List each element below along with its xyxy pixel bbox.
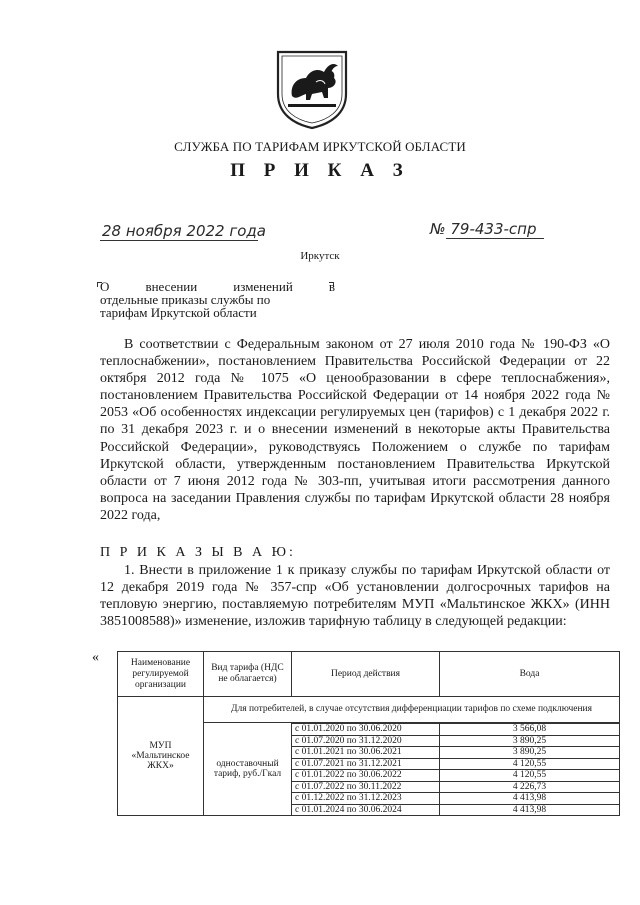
handwritten-date: 28 ноября 2022 года <box>102 222 266 240</box>
period-cell: с 01.01.2021 по 30.06.2021 <box>292 747 440 759</box>
value-cell: 4 120,55 <box>440 758 620 770</box>
subject-word: О <box>100 279 110 294</box>
document-title: П Р И К А З <box>230 160 410 181</box>
subject-word: в <box>328 279 335 294</box>
subject-line-2: отдельные приказы службы по <box>100 292 271 307</box>
value-cell: 4 226,73 <box>440 781 620 793</box>
period-cell: с 01.01.2020 по 30.06.2020 <box>292 724 440 736</box>
tariff-table <box>117 651 620 816</box>
city: Иркутск <box>300 250 340 262</box>
period-cell: с 01.07.2021 по 31.12.2021 <box>292 758 440 770</box>
coat-of-arms-icon <box>272 46 352 130</box>
document-number <box>430 220 537 238</box>
period-cell: с 01.07.2022 по 30.11.2022 <box>292 781 440 793</box>
preamble-paragraph: В соответствии с Федеральным законом от 27 июля 2010 года № 190-ФЗ «О теплоснабжении», постановлением Правительства Российской Федерации от 22 октября 2012 года № 1075 «О ценообразовании в сфере теплоснабжения», постановлением Правительства Российской Федерации от 14 ноября 2022 года № 2053 «Об особенностях индексации регулируемых цен (тарифов) с 1 декабря 2022 г. по 31 декабря 2023 г. и о внесении изменений в некоторые акты Правительства Российской Федерации», руководствуясь Положением о службе по тарифам Иркутской области, утвержденным постановлением Правительства Иркутской области от 7 июня 2012 года № 303-пп, учитывая итоги рассмотрения данного вопроса на заседании Правления службы по тарифам Иркутской области 28 ноября 2022 года, <box>100 337 610 523</box>
item-1-paragraph: 1. Внести в приложение 1 к приказу службы по тарифам Иркутской области от 12 декабря 2019 года № 357-спр «Об установлении долгосрочных тарифов на тепловую энергию, поставляемую потребителям МУП «Мальтинское ЖКХ» (ИНН 3851008588)» изменение, изложив тарифную таблицу в следующей редакции: <box>100 563 610 630</box>
header-period: Период действия <box>292 652 440 697</box>
value-cell: 4 413,98 <box>440 804 620 816</box>
table-subheader-row <box>118 697 620 723</box>
number-underline <box>446 238 544 239</box>
subject-line-3: тарифам Иркутской области <box>100 305 257 320</box>
period-cell: с 01.01.2022 по 30.06.2022 <box>292 770 440 782</box>
period-cell: с 01.07.2020 по 31.12.2020 <box>292 735 440 747</box>
header-org: Наименование регулируемой организации <box>118 652 204 697</box>
period-cell: с 01.01.2024 по 30.06.2024 <box>292 804 440 816</box>
table-subheader: Для потребителей, в случае отсутствия дифференциации тарифов по схеме подключения <box>204 697 620 723</box>
order-word: П Р И К А З Ы В А Ю: <box>100 545 296 560</box>
period-cell: с 01.12.2022 по 31.12.2023 <box>292 793 440 805</box>
tariff-type-cell: одноставочный тариф, руб./Гкал <box>204 723 292 816</box>
date-underline <box>100 240 258 241</box>
value-cell: 3 890,25 <box>440 747 620 759</box>
subject-word: внесении <box>145 279 198 294</box>
opening-quote: « <box>92 650 99 665</box>
value-cell: 3 566,08 <box>440 724 620 736</box>
header-tariff-type: Вид тарифа (НДС не облагается) <box>204 652 292 697</box>
table-header-row <box>118 652 620 697</box>
number-sign: № <box>430 220 446 238</box>
subject-word: изменений <box>233 279 293 294</box>
header-value: Вода <box>440 652 620 697</box>
value-cell: 4 413,98 <box>440 793 620 805</box>
organization-name: СЛУЖБА ПО ТАРИФАМ ИРКУТСКОЙ ОБЛАСТИ <box>174 139 466 154</box>
value-cell: 4 120,55 <box>440 770 620 782</box>
value-cell: 3 890,25 <box>440 735 620 747</box>
handwritten-number: 79-433-спр <box>450 220 537 238</box>
org-cell: МУП «Мальтинское ЖКХ» <box>118 697 204 816</box>
document-subject <box>100 280 335 319</box>
